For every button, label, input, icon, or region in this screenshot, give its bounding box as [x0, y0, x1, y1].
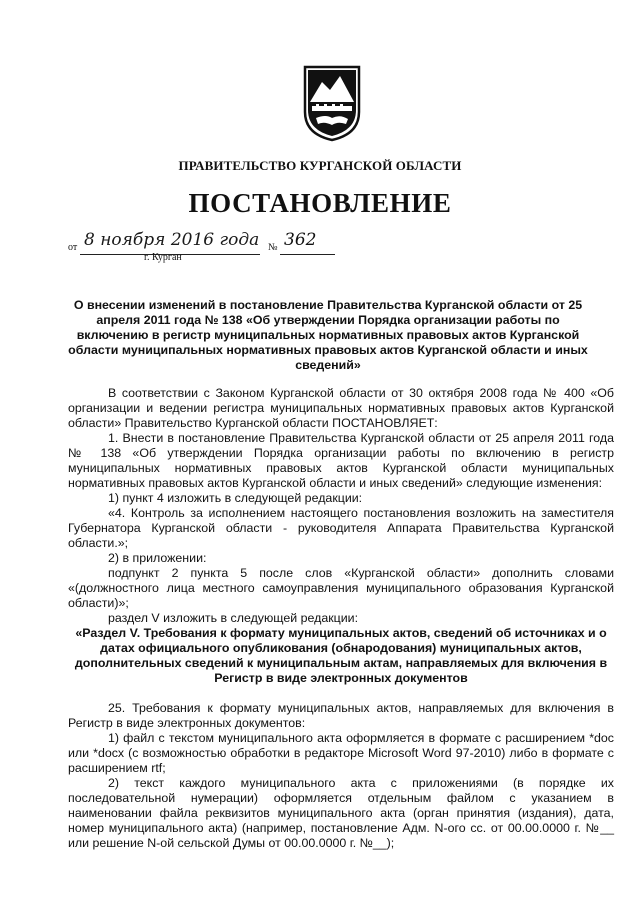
- handwritten-date: 8 ноября 2016 года: [84, 230, 260, 250]
- number-label: №: [268, 242, 278, 253]
- handwritten-number: 362: [284, 230, 317, 250]
- paragraph: 1) пункт 4 изложить в следующей редакции:: [108, 491, 363, 505]
- document-subject: О внесении изменений в постановление Правительства Курганской области от 25 апреля 2011 года № 138 «Об утверждении Порядка организации работы по включению в регистр муниципальных нормативных правовых актов Курганской области муниципальных нормативных правовых актов Курганской области и иных сведений»: [68, 298, 588, 372]
- coat-of-arms-icon: [302, 64, 362, 142]
- document-dateline: [68, 230, 368, 270]
- government-title: ПРАВИТЕЛЬСТВО КУРГАНСКОЙ ОБЛАСТИ: [178, 158, 462, 173]
- paragraph: «4. Контроль за исполнением настоящего постановления возложить на заместителя Губернатора Курганской области - руководителя Аппарата Правительства Курганской области.»;: [68, 506, 614, 550]
- paragraph: 1. Внести в постановление Правительства Курганской области от 25 апреля 2011 года № 138 «Об утверждении Порядка организации работы по включению в регистр муниципальных нормативных правовых актов Курганской области муниципальных нормативных правовых актов Курганской области и иных сведений» следующие изменения:: [68, 431, 614, 490]
- paragraph: 2) текст каждого муниципального акта с приложениями (в порядке их последовательной нумерации) оформляется отдельным файлом с указанием в наименовании файла реквизитов муниципального акта (орган принятия (издания), дата, номер муниципального акта) (например, постановление Адм. N-ого сс. от 00.00.0000 г. №__ или решение N-ой сельской Думы от 00.00.0000 г. №__);: [68, 776, 614, 850]
- spacer: [68, 686, 614, 701]
- paragraph: 25. Требования к формату муниципальных актов, направляемых для включения в Регистр в виде электронных документов:: [68, 701, 614, 730]
- paragraph: раздел V изложить в следующей редакции:: [108, 611, 359, 625]
- document-type: ПОСТАНОВЛЕНИЕ: [188, 188, 452, 218]
- city-name: г. Курган: [144, 252, 182, 263]
- document-body: [68, 386, 614, 851]
- section-title: «Раздел V. Требования к формату муниципальных актов, сведений об источниках и о датах официального опубликования (обнародования) муниципальных актов, дополнительных сведений к муниципальным актам, направляемых для включения в Регистр в виде электронных документов: [74, 626, 608, 685]
- number-underline: [280, 254, 335, 255]
- paragraph: подпункт 2 пункта 5 после слов «Курганской области» дополнить словами «(должностного лица местного самоуправления муниципального образования Курганской области)»;: [68, 566, 614, 610]
- date-from-label: от: [68, 242, 78, 253]
- paragraph: 1) файл с текстом муниципального акта оформляется в формате с расширением *doc или *docx (с возможностью обработки в редакторе Microsoft Word 97-2010) либо в формате с расширением rtf;: [68, 731, 614, 775]
- paragraph: В соответствии с Законом Курганской области от 30 октября 2008 года № 400 «Об организации и ведении регистра муниципальных нормативных правовых актов Курганской области» Правительство Курганской области ПОСТАНОВЛЯЕТ:: [68, 386, 614, 430]
- paragraph: 2) в приложении:: [108, 551, 207, 565]
